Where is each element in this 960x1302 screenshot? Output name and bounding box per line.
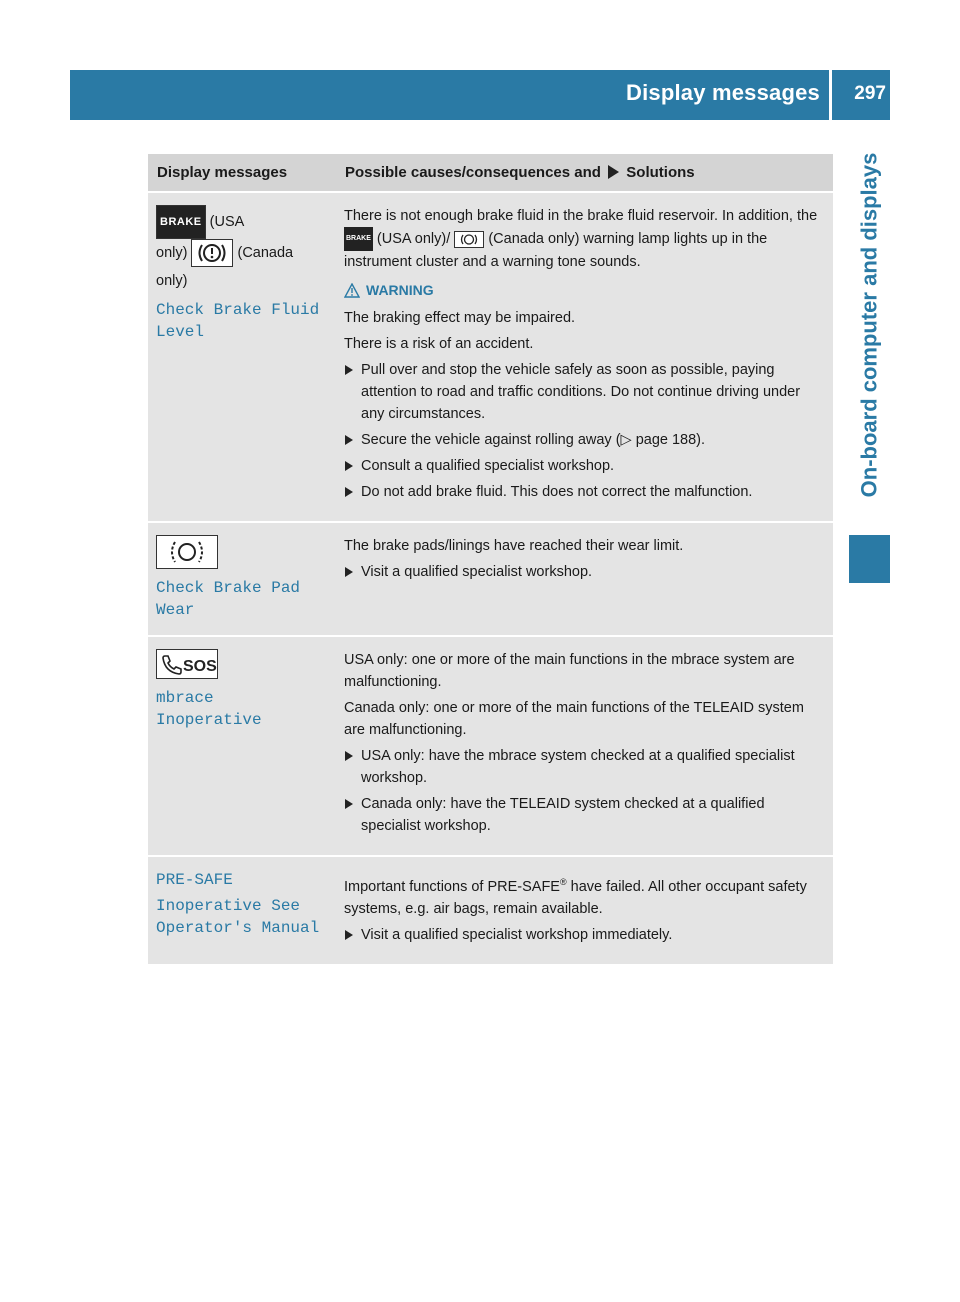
message-cell <box>148 522 336 636</box>
canada-note: (Canada <box>237 245 294 261</box>
step-text: Pull over and stop the vehicle safely as soon as possible, paying attention to road and traffic conditions. Do not continue driving under any circumstances. <box>361 362 801 422</box>
step-text: Secure the vehicle against rolling away (▷ page 188). <box>361 432 706 448</box>
message-cell <box>148 636 336 856</box>
step-arrow-icon <box>345 930 353 940</box>
page-header <box>70 70 890 120</box>
description-canada: Canada only: one or more of the main functions of the TELEAID system are malfunctioning. <box>344 700 804 738</box>
description: The brake pads/linings have reached their wear limit. <box>344 538 684 554</box>
description-part-2: have failed. All other occupant safety systems, e.g. air bags, remain available. <box>344 878 807 917</box>
message-text-line-2: Inoperative See <box>156 897 301 915</box>
only-note: only) <box>156 245 188 261</box>
message-text-line-1: PRE-SAFE <box>156 871 233 889</box>
solution-cell <box>336 636 833 856</box>
step-arrow-icon <box>345 799 353 809</box>
brake-circle-warning-icon <box>191 239 233 267</box>
description-part-2: (USA only)/ <box>376 230 451 247</box>
solution-cell <box>336 522 833 636</box>
display-messages-table <box>148 154 833 964</box>
solution-cell <box>336 856 833 964</box>
side-tab <box>849 120 890 530</box>
description-usa: USA only: one or more of the main functions in the mbrace system are malfunctioning. <box>344 652 795 690</box>
registered-mark: ® <box>559 877 567 887</box>
warning-triangle-icon <box>344 283 360 298</box>
step-arrow-icon <box>345 435 353 445</box>
table-row <box>148 522 833 636</box>
warning-heading <box>344 279 825 301</box>
table-row <box>148 636 833 856</box>
step-text: Visit a qualified specialist workshop immediately. <box>361 926 673 943</box>
side-tab-label: On-board computer and displays <box>856 152 882 498</box>
brake-warning-icon: BRAKE <box>156 205 206 239</box>
solution-step <box>344 793 825 837</box>
step-text: USA only: have the mbrace system checked at a qualified specialist workshop. <box>361 748 795 786</box>
step-arrow-icon <box>345 365 353 375</box>
step-text: Visit a qualified specialist workshop. <box>361 564 593 580</box>
brake-warning-icon-inline: BRAKE <box>344 227 373 251</box>
side-tab-marker <box>849 535 890 583</box>
step-text: Consult a qualified specialist workshop. <box>361 458 615 474</box>
step-arrow-icon <box>345 567 353 577</box>
description-part-1: Important functions of PRE-SAFE <box>344 878 560 895</box>
description-part-3: (Canada only) warning lamp lights up in the instrument cluster and a warning tone sounds. <box>344 230 768 270</box>
brake-circle-warning-icon-inline <box>454 231 484 248</box>
solution-step <box>344 924 825 946</box>
step-arrow-icon <box>345 461 353 471</box>
solution-step <box>344 481 825 503</box>
table-header-row <box>148 154 833 192</box>
header-title: Display messages <box>626 80 820 105</box>
message-text-line-1: Check Brake Fluid <box>156 301 320 320</box>
solution-step <box>344 429 825 451</box>
warning-text-2: There is a risk of an accident. <box>344 336 534 352</box>
usa-note: (USA <box>209 213 245 230</box>
brake-pad-wear-icon <box>156 535 218 569</box>
table-row <box>148 192 833 522</box>
warning-label: WARNING <box>366 282 434 298</box>
description-part-1: There is not enough brake fluid in the brake fluid reservoir. In addition, the <box>344 208 818 224</box>
message-text-line-2: Wear <box>156 601 195 619</box>
step-text: Do not add brake fluid. This does not correct the malfunction. <box>361 484 753 500</box>
message-text-line-1: mbrace Inoperative <box>156 689 262 729</box>
col-header-solutions-text: Solutions <box>626 164 695 181</box>
message-text-line-1: Check Brake Pad <box>156 579 301 597</box>
solution-step <box>344 745 825 789</box>
solution-cell <box>336 192 833 522</box>
message-cell <box>148 856 336 964</box>
step-arrow-icon <box>345 487 353 497</box>
page-number: 297 <box>854 83 886 104</box>
message-cell <box>148 192 336 522</box>
col-header-messages: Display messages <box>148 154 336 192</box>
sos-label: SOS <box>183 658 217 675</box>
header-separator <box>829 70 832 120</box>
step-text: Canada only: have the TELEAID system checked at a qualified specialist workshop. <box>361 796 765 834</box>
sos-phone-icon <box>156 649 218 679</box>
col-header-causes-text: Possible causes/consequences and <box>345 164 601 181</box>
warning-text-1: The braking effect may be impaired. <box>344 310 576 326</box>
message-text-line-3: Operator's Manual <box>156 919 320 937</box>
message-text-line-2: Level <box>156 323 205 342</box>
solution-step <box>344 561 825 583</box>
play-arrow-icon <box>608 165 619 179</box>
only-note-2: only) <box>156 273 188 290</box>
solution-step <box>344 455 825 477</box>
solution-step <box>344 359 825 425</box>
table-row <box>148 856 833 964</box>
step-arrow-icon <box>345 751 353 761</box>
col-header-causes <box>336 154 833 192</box>
